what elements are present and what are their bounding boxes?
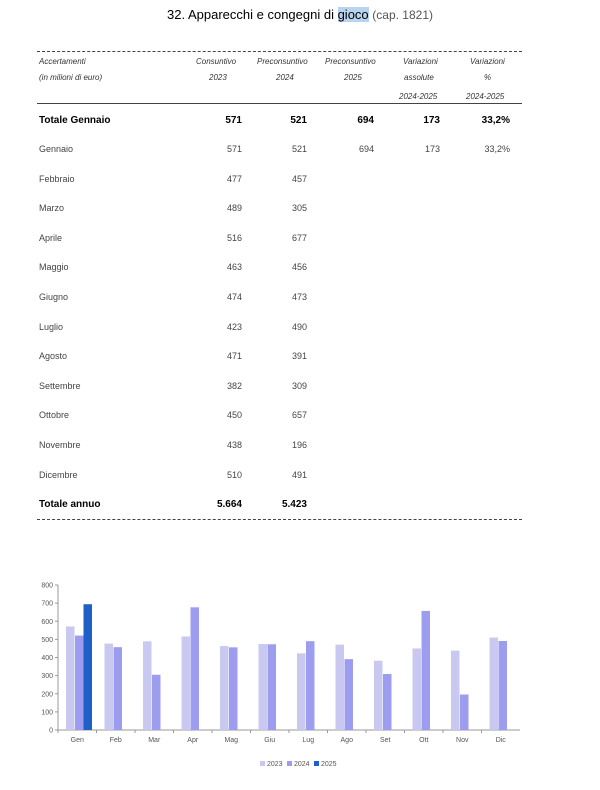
header-col1-line1: Consuntivo <box>196 57 237 66</box>
bar-2023-Dic <box>490 638 499 730</box>
row-label: Totale Gennaio <box>39 115 111 126</box>
y-tick-label: 400 <box>41 655 53 662</box>
table-row <box>37 262 522 276</box>
row-v2023: 516 <box>226 232 242 243</box>
row-v2024: 490 <box>291 321 307 332</box>
row-v2024: 5.423 <box>281 499 307 510</box>
y-tick-label: 500 <box>41 636 53 644</box>
bar-2023-Nov <box>451 651 460 730</box>
row-v2023: 423 <box>226 321 242 332</box>
row-v2024: 473 <box>291 292 307 302</box>
row-label: Febbraio <box>39 173 75 184</box>
header-col4-line3: 2024-2025 <box>399 92 438 101</box>
table-bottom-rule <box>37 519 522 520</box>
header-col5-line3: 2024-2025 <box>466 92 505 101</box>
row-label: Maggio <box>39 262 69 273</box>
x-tick-label: Ago <box>340 737 353 744</box>
bar-2024-Ott <box>422 611 431 730</box>
row-pct: 33,2% <box>484 144 510 154</box>
bar-2024-Apr <box>191 607 200 730</box>
table-row <box>37 174 522 188</box>
table-row <box>37 203 522 217</box>
row-v2023: 571 <box>225 115 242 126</box>
row-v2024: 196 <box>291 440 307 450</box>
bar-2023-Mag <box>220 646 229 730</box>
x-tick-label: Apr <box>187 737 199 744</box>
table-row <box>37 144 522 158</box>
title-prefix: 32. Apparecchi e congegni di <box>167 7 338 22</box>
row-v2023: 5.664 <box>216 499 242 510</box>
row-v2024: 521 <box>291 144 307 154</box>
row-label: Totale annuo <box>39 499 101 510</box>
row-v2023: 474 <box>226 292 242 302</box>
x-tick-label: Giu <box>264 737 276 744</box>
x-tick-label: Dic <box>495 737 506 744</box>
bar-2024-Nov <box>460 694 469 730</box>
row-v2023: 571 <box>226 144 242 154</box>
page-title <box>0 7 600 22</box>
bar-2024-Giu <box>268 644 277 730</box>
bar-2024-Set <box>383 674 392 730</box>
row-v2023: 463 <box>226 262 242 273</box>
row-label: Agosto <box>39 351 68 362</box>
header-col5-line1: Variazioni <box>470 57 505 66</box>
header-col4-line1: Variazioni <box>403 57 438 66</box>
y-tick-label: 800 <box>41 582 53 590</box>
header-top-rule <box>37 51 522 52</box>
row-label: Dicembre <box>39 469 78 480</box>
row-v2024: 521 <box>290 115 307 126</box>
header-col0-line2: (in milioni di euro) <box>39 73 103 82</box>
table-row <box>37 410 522 424</box>
bar-2023-Lug <box>297 653 306 730</box>
bar-2024-Mar <box>152 675 161 730</box>
header-bottom-rule <box>37 103 522 104</box>
x-tick-label: Nov <box>456 737 469 744</box>
row-label: Giugno <box>39 292 69 302</box>
legend-swatch-2025 <box>314 761 319 766</box>
row-v2023: 477 <box>226 173 242 184</box>
row-v2023: 489 <box>226 203 242 214</box>
legend-label-2023: 2023 <box>267 761 283 768</box>
legend-label-2024: 2024 <box>294 761 310 768</box>
header-col2-line1: Preconsuntivo <box>257 57 308 66</box>
y-tick-label: 300 <box>41 673 53 681</box>
bar-2023-Giu <box>259 644 268 730</box>
x-tick-label: Mag <box>224 737 239 744</box>
table-row <box>37 292 522 306</box>
table-row <box>37 322 522 336</box>
row-v2024: 305 <box>291 203 307 214</box>
table-row <box>37 351 522 365</box>
legend-swatch-2024 <box>287 761 292 766</box>
row-v2025: 694 <box>358 144 374 154</box>
header-col1-line2: 2023 <box>209 73 227 82</box>
row-v2024: 391 <box>291 351 307 362</box>
legend-swatch-2023 <box>260 761 265 766</box>
row-v2024: 677 <box>291 232 307 243</box>
bar-2025-Gen <box>84 604 93 730</box>
row-label: Gennaio <box>39 144 74 154</box>
bar-2024-Feb <box>114 647 123 730</box>
x-tick-label: Ott <box>419 737 429 744</box>
x-tick-label: Gen <box>70 737 84 744</box>
table-row-total-annuo <box>37 499 522 513</box>
row-v2024: 456 <box>291 262 307 273</box>
legend-label-2025: 2025 <box>321 761 337 768</box>
x-tick-label: Mar <box>148 737 161 744</box>
title-highlight: gioco <box>337 7 369 22</box>
y-tick-label: 200 <box>41 691 53 699</box>
row-v2023: 438 <box>226 440 242 450</box>
row-v2023: 510 <box>226 469 242 480</box>
x-tick-label: Set <box>379 737 391 744</box>
bar-2023-Mar <box>143 641 152 730</box>
row-v2025: 694 <box>357 115 374 126</box>
header-col0-line1: Accertamenti <box>39 57 86 66</box>
bar-2023-Set <box>374 661 383 730</box>
row-v2023: 382 <box>226 380 242 391</box>
row-abs: 173 <box>423 115 440 126</box>
row-v2024: 309 <box>291 380 307 391</box>
bar-2024-Gen <box>75 636 84 730</box>
x-tick-label: Feb <box>109 737 122 744</box>
bar-2023-Gen <box>66 627 75 730</box>
title-cap: (cap. 1821) <box>372 8 433 22</box>
header-col4-line2: assolute <box>404 73 434 82</box>
bar-2023-Apr <box>182 636 191 730</box>
row-v2023: 471 <box>226 351 242 362</box>
y-tick-label: 600 <box>41 618 53 626</box>
row-pct: 33,2% <box>481 115 510 126</box>
bar-2023-Feb <box>105 644 114 730</box>
y-tick-label: 0 <box>49 727 53 735</box>
row-label: Luglio <box>39 321 64 332</box>
bar-2024-Ago <box>345 659 354 730</box>
bar-2024-Lug <box>306 641 315 730</box>
bar-2023-Ott <box>413 648 422 730</box>
header-col3-line2: 2025 <box>344 73 362 82</box>
bar-chart <box>30 578 530 778</box>
header-col5-line2: % <box>484 73 492 82</box>
table-row-total-gennaio <box>37 115 522 129</box>
row-v2024: 491 <box>291 469 307 480</box>
table-row <box>37 470 522 484</box>
table-row <box>37 233 522 247</box>
row-label: Aprile <box>39 232 63 243</box>
row-v2024: 657 <box>291 410 307 421</box>
y-tick-label: 700 <box>41 600 53 608</box>
row-label: Ottobre <box>39 410 70 421</box>
bar-2023-Ago <box>336 645 345 730</box>
y-tick-label: 100 <box>41 709 53 717</box>
bar-2024-Dic <box>499 641 508 730</box>
row-v2023: 450 <box>226 410 242 421</box>
row-label: Novembre <box>39 440 81 450</box>
table-row <box>37 381 522 395</box>
row-v2024: 457 <box>291 173 307 184</box>
row-label: Marzo <box>39 203 65 214</box>
header-col3-line1: Preconsuntivo <box>325 57 376 66</box>
row-abs: 173 <box>424 144 440 154</box>
bar-2024-Mag <box>229 647 238 730</box>
header-col2-line2: 2024 <box>276 73 294 82</box>
row-label: Settembre <box>39 380 81 391</box>
table-row <box>37 440 522 454</box>
x-tick-label: Lug <box>302 737 315 744</box>
